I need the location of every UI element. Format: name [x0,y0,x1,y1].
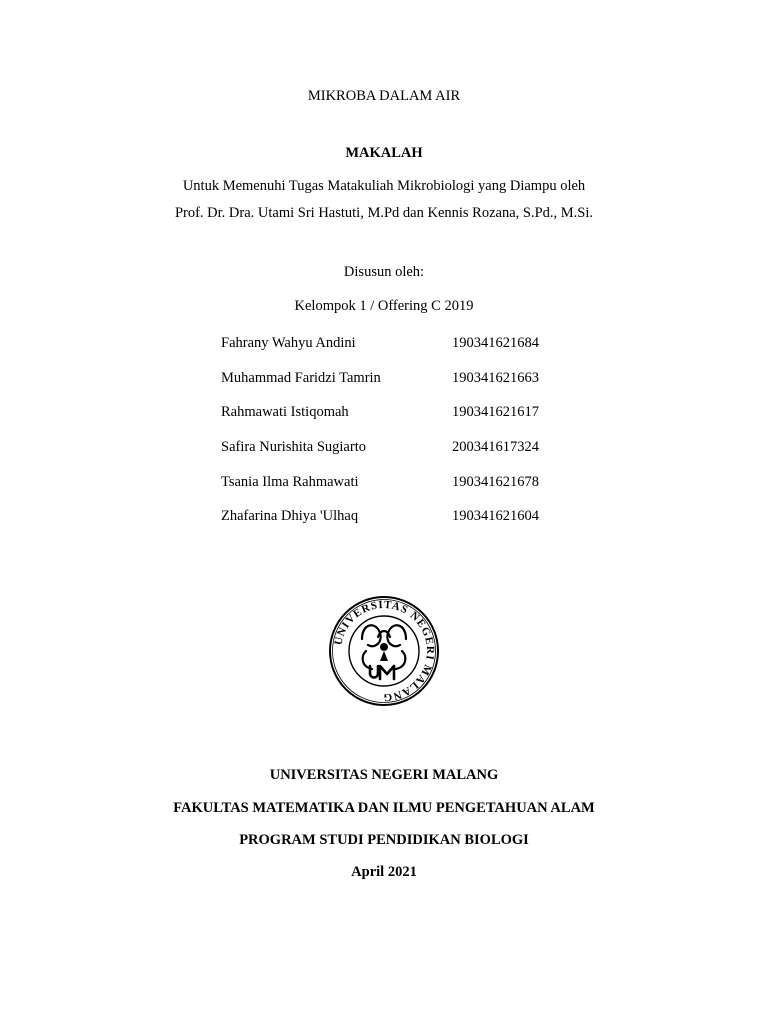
university-seal-icon [328,595,440,707]
compiled-by-label: Disusun oleh: [343,264,425,280]
member-nim: 190341621617 [452,404,539,421]
faculty-name: FAKULTAS MATEMATIKA DAN ILMU PENGETAHUAN ALAM [173,800,595,816]
member-name: Rahmawati Istiqomah [221,404,349,421]
member-nim: 190341621678 [452,473,539,490]
purpose-line-2: Prof. Dr. Dra. Utami Sri Hastuti, M.Pd dan Kennis Rozana, S.Pd., M.Si. [174,205,594,221]
document-title: MIKROBA DALAM AIR [307,88,461,104]
member-row [221,474,581,509]
member-row [221,439,581,474]
member-nim: 190341621663 [452,369,539,386]
member-row [221,370,581,405]
svg-text:UNIVERSITAS NEGERI MALANG: UNIVERSITAS NEGERI MALANG [332,598,437,704]
member-name: Fahrany Wahyu Andini [221,335,356,351]
group-label: Kelompok 1 / Offering C 2019 [294,298,474,314]
document-type: MAKALAH [345,145,423,161]
document-date: April 2021 [351,864,417,880]
member-row [221,335,581,370]
university-name: UNIVERSITAS NEGERI MALANG [269,767,499,783]
member-name: Safira Nurishita Sugiarto [221,439,366,456]
member-nim: 190341621684 [452,335,539,351]
member-name: Tsania Ilma Rahmawati [221,473,359,490]
study-program-name: PROGRAM STUDI PENDIDIKAN BIOLOGI [239,832,529,848]
member-list [221,335,581,543]
member-row [221,404,581,439]
purpose-line-1: Untuk Memenuhi Tugas Matakuliah Mikrobiologi yang Diampu oleh [182,178,586,194]
member-nim: 200341617324 [452,439,539,456]
member-name: Zhafarina Dhiya 'Ulhaq [221,508,359,525]
member-name: Muhammad Faridzi Tamrin [221,369,381,386]
member-nim: 190341621604 [452,508,539,525]
member-row [221,508,581,543]
